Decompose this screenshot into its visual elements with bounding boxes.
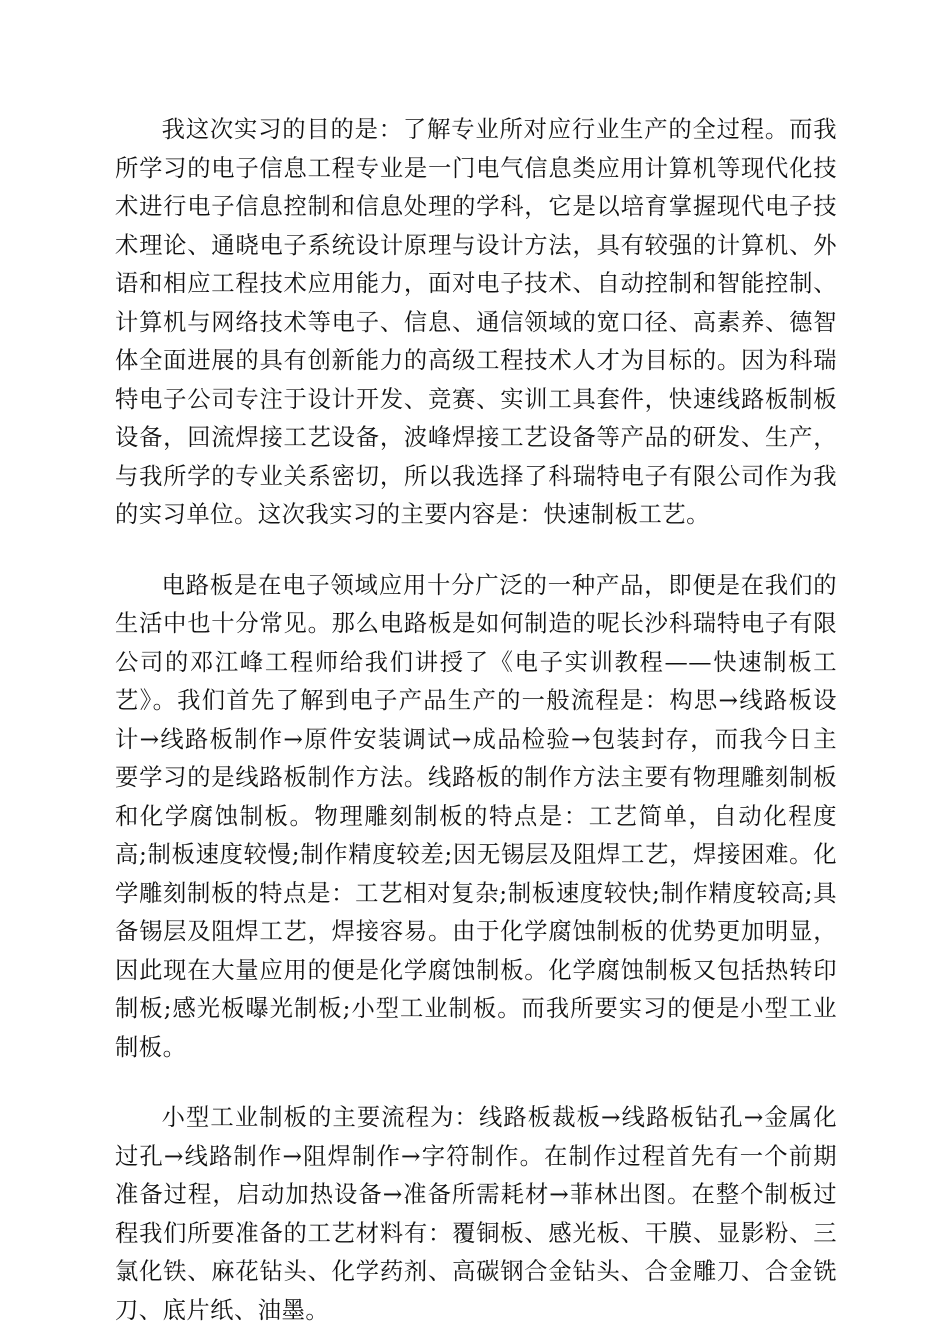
paragraph-circuit-board-methods: 电路板是在电子领域应用十分广泛的一种产品，即便是在我们的生活中也十分常见。那么电路板是如何制造的呢长沙科瑞特电子有限公司的邓江峰工程师给我们讲授了《电子实训教程——快速制板工艺》。我们首先了解到电子产品生产的一般流程是：构思→线路板设计→线路板制作→原件安装调试→成品检验→包装封存，而我今日主要学习的是线路板制作方法。线路板的制作方法主要有物理雕刻制板和化学腐蚀制板。物理雕刻制板的特点是：工艺简单，自动化程度高;制板速度较慢;制作精度较差;因无锡层及阻焊工艺，焊接困难。化学雕刻制板的特点是：工艺相对复杂;制板速度较快;制作精度较高;具备锡层及阻焊工艺，焊接容易。由于化学腐蚀制板的优势更加明显，因此现在大量应用的便是化学腐蚀制板。化学腐蚀制板又包括热转印制板;感光板曝光制板;小型工业制板。而我所要实习的便是小型工业制板。 [115, 571, 837, 1061]
paragraph-industrial-process: 小型工业制板的主要流程为：线路板裁板→线路板钻孔→金属化过孔→线路制作→阻焊制作→字符制作。在制作过程首先有一个前期准备过程，启动加热设备→准备所需耗材→菲林出图。在整个制板过程我们所要准备的工艺材料有：覆铜板、感光板、干膜、显影粉、三氯化铁、麻花钻头、化学药剂、高碳钢合金钻头、合金雕刀、合金铣刀、底片纸、油墨。 [115, 1104, 837, 1324]
paragraph-internship-purpose: 我这次实习的目的是：了解专业所对应行业生产的全过程。而我所学习的电子信息工程专业是一门电气信息类应用计算机等现代化技术进行电子信息控制和信息处理的学科，它是以培育掌握现代电子技术理论、通晓电子系统设计原理与设计方法，具有较强的计算机、外语和相应工程技术应用能力，面对电子技术、自动控制和智能控制、计算机与网络技术等电子、信息、通信领域的宽口径、高素养、德智体全面进展的具有创新能力的高级工程技术人才为目标的。因为科瑞特电子公司专注于设计开发、竞赛、实训工具套件，快速线路板制板设备，回流焊接工艺设备，波峰焊接工艺设备等产品的研发、生产，与我所学的专业关系密切，所以我选择了科瑞特电子有限公司作为我的实习单位。这次我实习的主要内容是：快速制板工艺。 [115, 116, 837, 528]
document-page [115, 111, 837, 1330]
